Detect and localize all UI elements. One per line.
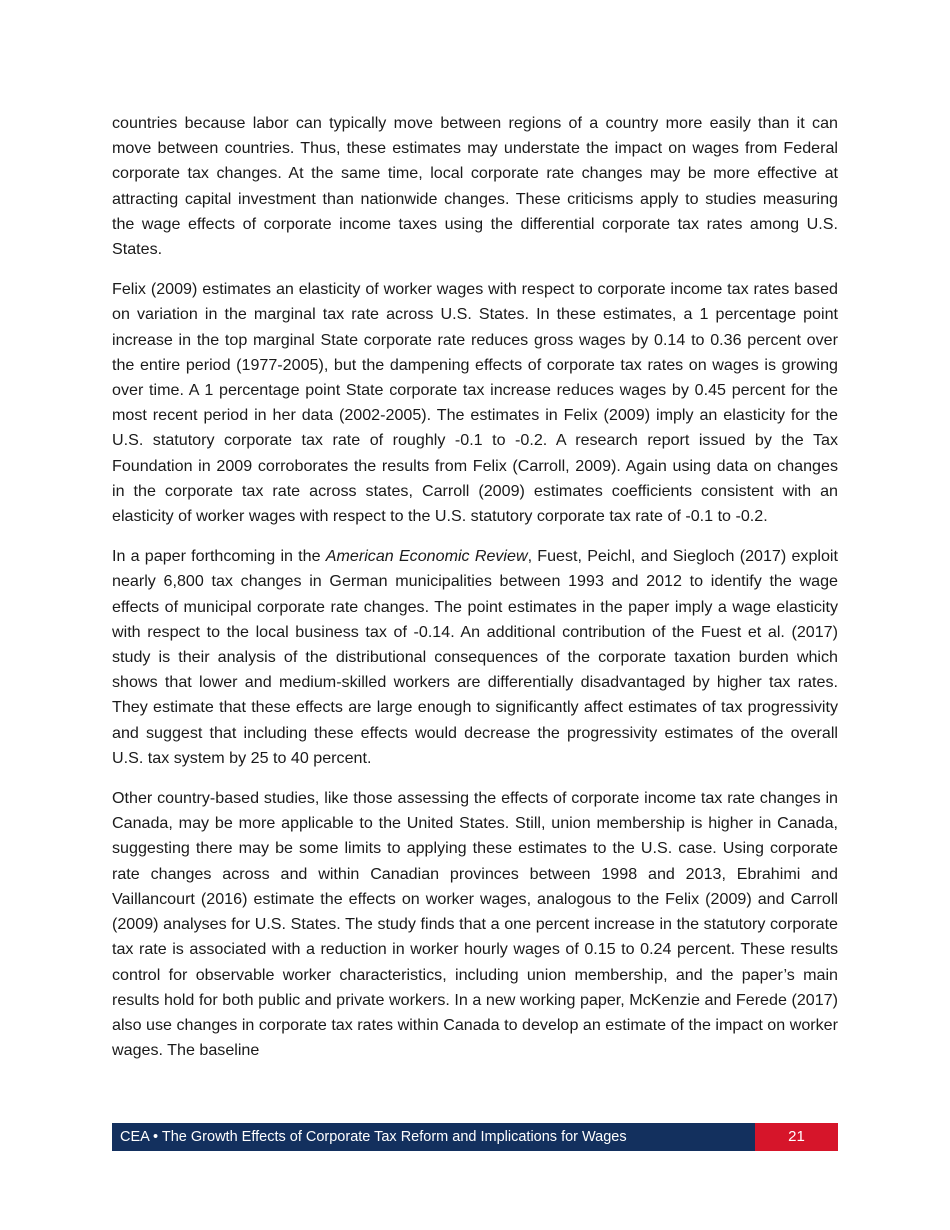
- page-footer: [112, 1123, 838, 1151]
- paragraph-fuest: [112, 544, 838, 771]
- paragraph-intro: countries because labor can typically move between regions of a country more easily than it can move between countries. Thus, these estimates may understate the impact on wages from Federal corporate tax changes. At the same time, local corporate rate changes may be more effective at attracting capital investment than nationwide changes. These criticisms apply to studies measuring the wage effects of corporate income taxes using the differential corporate tax rates among U.S. States.: [112, 114, 838, 259]
- paragraph-fuest-pre: In a paper forthcoming in the: [112, 547, 326, 566]
- document-body: [112, 111, 838, 1078]
- footer-title: CEA • The Growth Effects of Corporate Tax Reform and Implications for Wages: [112, 1123, 755, 1151]
- journal-title: American Economic Review: [325, 547, 528, 566]
- paragraph-felix: Felix (2009) estimates an elasticity of worker wages with respect to corporate income tax rates based on variation in the marginal tax rate across U.S. States. In these estimates, a 1 percentage point increase in the top marginal State corporate rate reduces gross wages by 0.14 to 0.36 percent over the entire period (1977-2005), but the dampening effects of corporate tax rates on wages is growing over time. A 1 percentage point State corporate tax increase reduces wages by 0.45 percent for the most recent period in her data (2002-2005). The estimates in Felix (2009) imply an elasticity for the U.S. statutory corporate tax rate of roughly -0.1 to -0.2. A research report issued by the Tax Foundation in 2009 corroborates the results from Felix (Carroll, 2009). Again using data on changes in the corporate tax rate across states, Carroll (2009) estimates coefficients consistent with an elasticity of worker wages with respect to the U.S. statutory corporate tax rate of -0.1 to -0.2.: [112, 280, 838, 526]
- paragraph-fuest-post: , Fuest, Peichl, and Siegloch (2017) exploit nearly 6,800 tax changes in German municipalities between 1993 and 2012 to identify the wage effects of municipal corporate rate changes. The point estimates in the paper imply a wage elasticity with respect to the local business tax of -0.14. An additional contribution of the Fuest et al. (2017) study is their analysis of the distributional consequences of the corporate taxation burden which shows that lower and medium-skilled workers are differentially disadvantaged by higher tax rates. They estimate that these effects are large enough to significantly affect estimates of tax progressivity and suggest that including these effects would decrease the progressivity estimates of the overall U.S. tax system by 25 to 40 percent.: [112, 547, 838, 767]
- paragraph-canada: Other country-based studies, like those assessing the effects of corporate income tax rate changes in Canada, may be more applicable to the United States. Still, union membership is higher in Canada, suggesting there may be some limits to applying these estimates to the U.S. case. Using corporate rate changes across and within Canadian provinces between 1998 and 2013, Ebrahimi and Vaillancourt (2016) estimate the effects on worker wages, analogous to the Felix (2009) and Carroll (2009) analyses for U.S. States. The study finds that a one percent increase in the statutory corporate tax rate is associated with a reduction in worker hourly wages of 0.15 to 0.24 percent. These results control for observable worker characteristics, including union membership, and the paper’s main results hold for both public and private workers. In a new working paper, McKenzie and Ferede (2017) also use changes in corporate tax rates within Canada to develop an estimate of the impact on worker wages. The baseline: [112, 789, 838, 1060]
- page-number: 21: [755, 1123, 838, 1151]
